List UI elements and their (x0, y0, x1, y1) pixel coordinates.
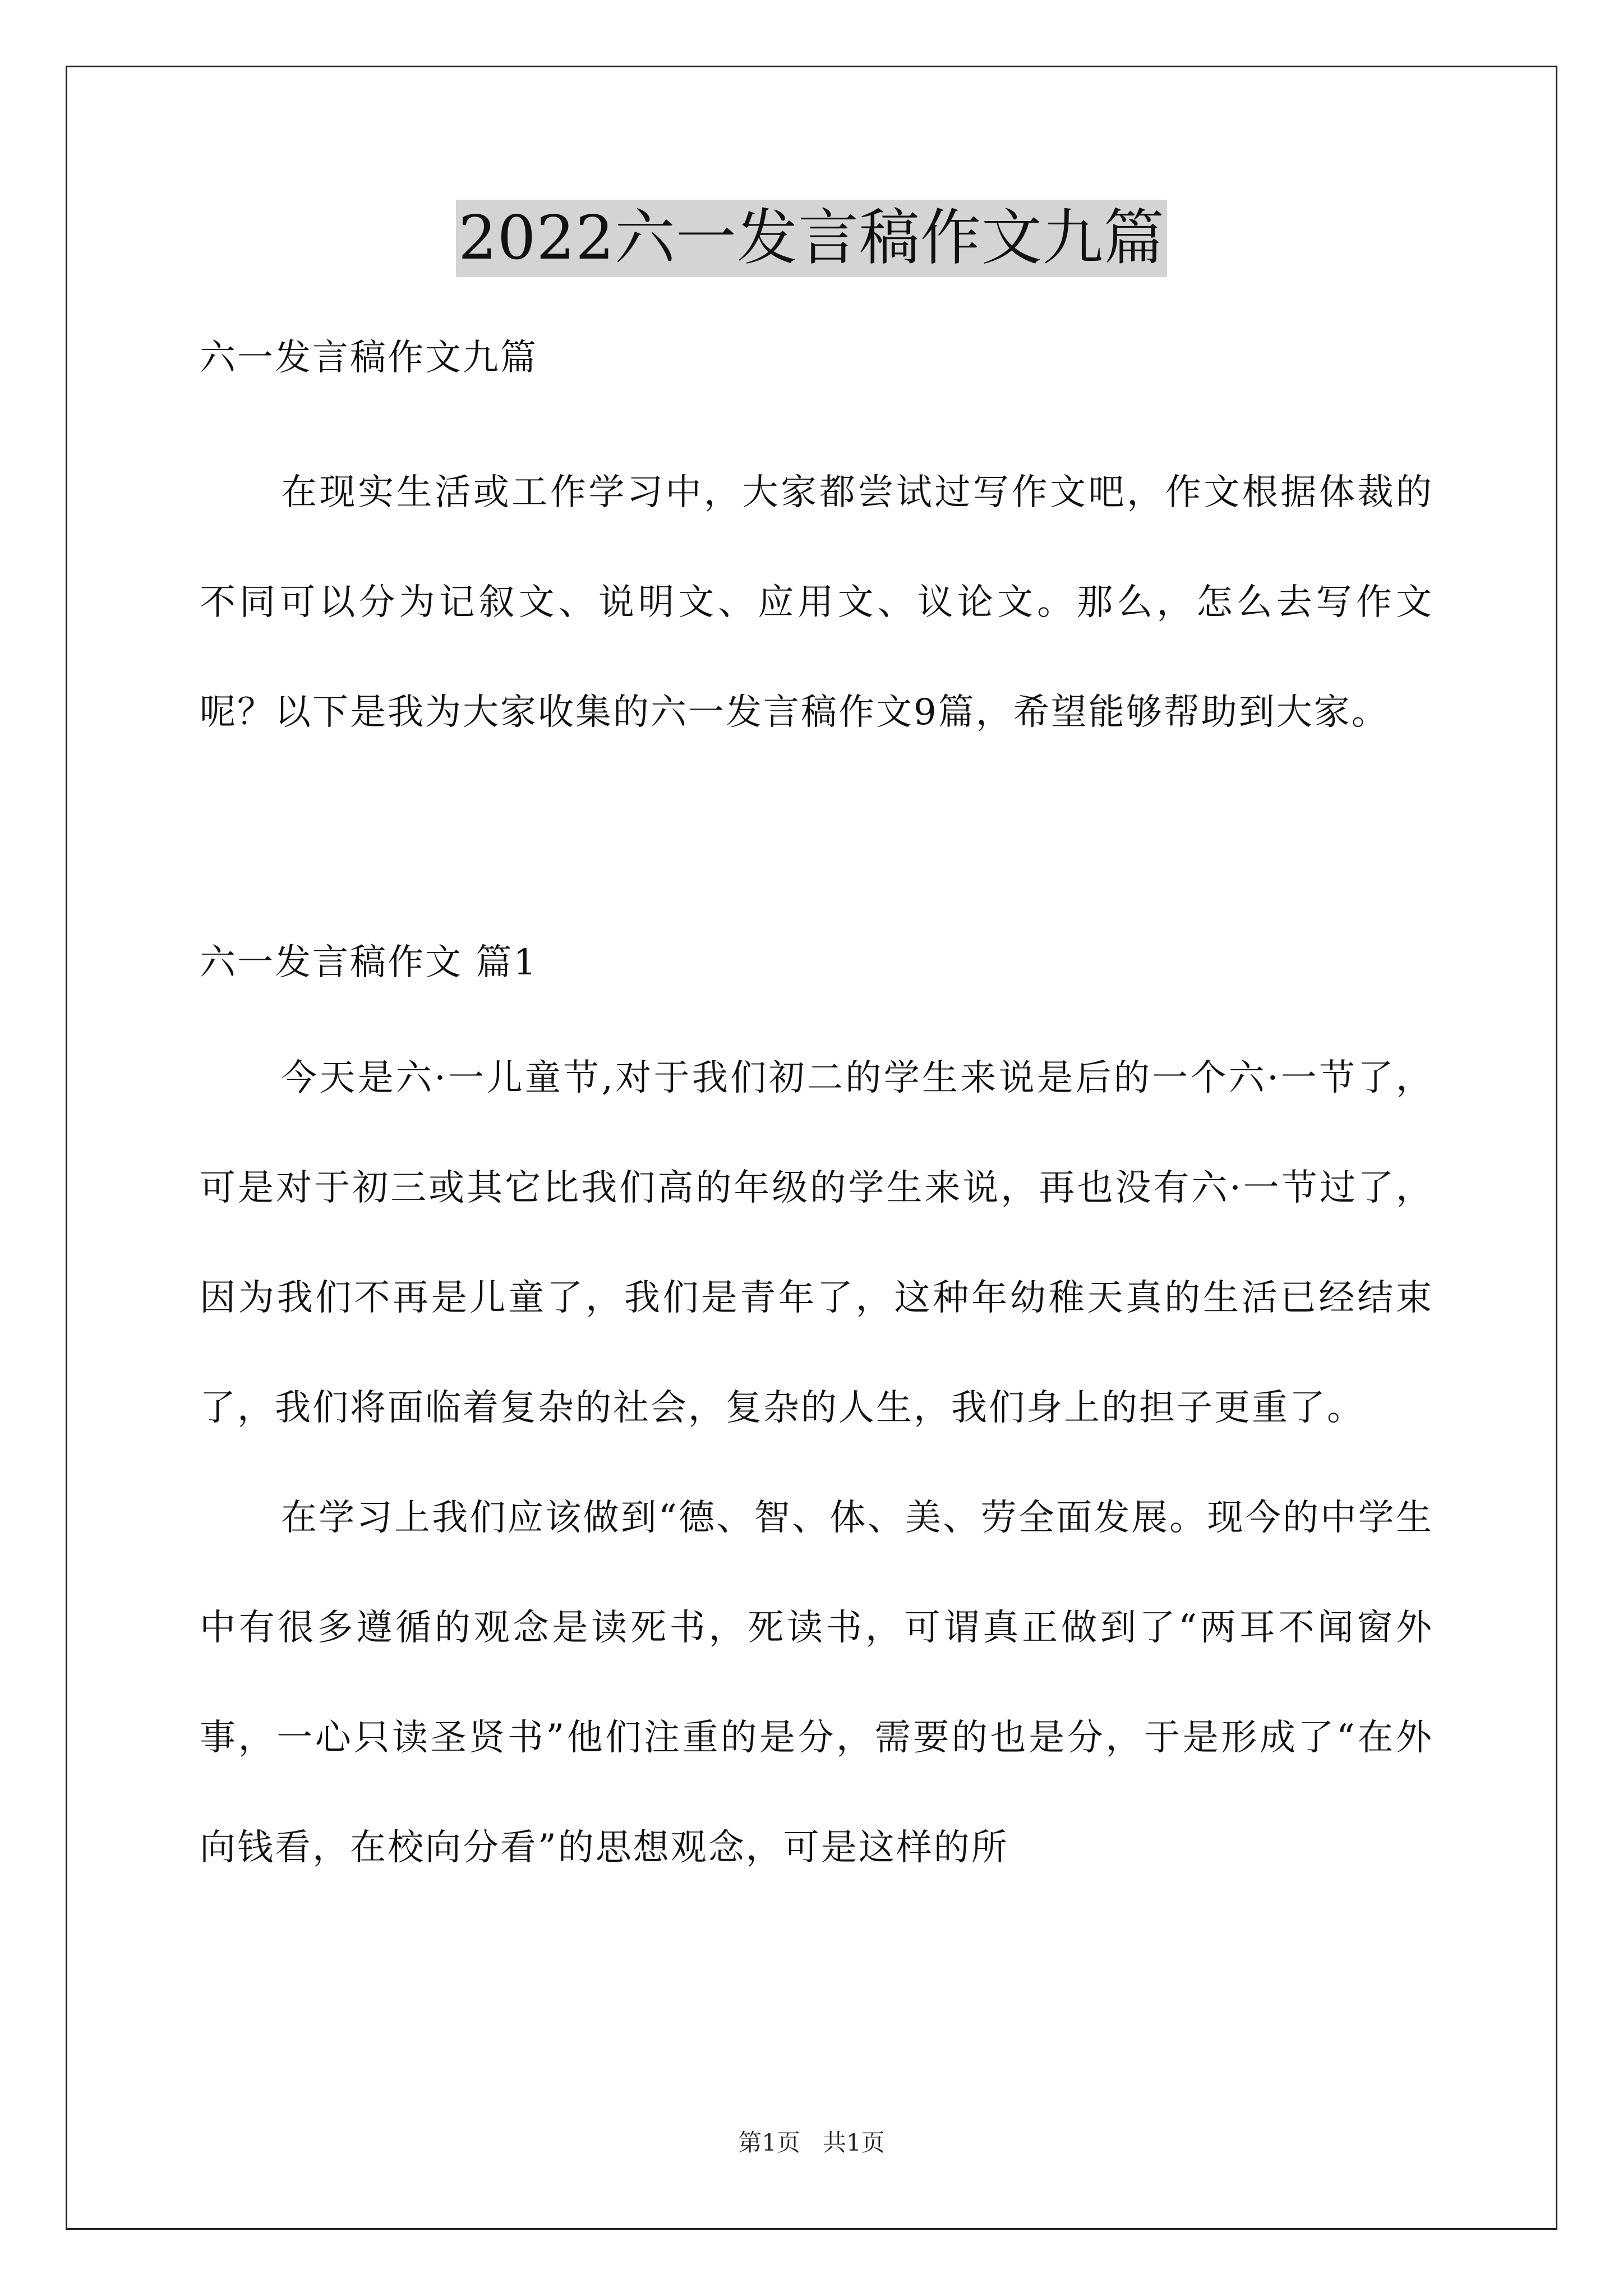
page-footer: 第1页 共1页 (738, 2129, 885, 2156)
section-heading: 六一发言稿作文 篇1 (200, 942, 538, 983)
document-body (200, 297, 1433, 1903)
section-paragraph: 今天是六·一儿童节,对于我们初二的学生来说是后的一个六·一节了，可是对于初三或其它比我们高的年级的学生来说，再也没有六·一节过了，因为我们不再是儿童了，我们是青年了，这种年幼稚天真的生活已经结束了，我们将面临着复杂的社会，复杂的人生，我们身上的担子更重了。 (200, 1057, 1433, 1429)
title-container (0, 200, 1623, 277)
document-title: 2022六一发言稿作文九篇 (456, 200, 1167, 277)
section-paragraph: 在学习上我们应该做到“德、智、体、美、劳全面发展。现今的中学生中有很多遵循的观念是读死书，死读书，可谓真正做到了“两耳不闻窗外事，一心只读圣贤书”他们注重的是分，需要的也是分，于是形成了“在外向钱看，在校向分看”的思想观念，可是这样的所 (200, 1497, 1433, 1869)
document-subtitle: 六一发言稿作文九篇 (200, 337, 538, 379)
intro-paragraph: 在现实生活或工作学习中，大家都尝试过写作文吧，作文根据体裁的不同可以分为记叙文、说明文、应用文、议论文。那么，怎么去写作文呢？以下是我为大家收集的六一发言稿作文9篇，希望能够帮助到大家。 (200, 472, 1433, 733)
